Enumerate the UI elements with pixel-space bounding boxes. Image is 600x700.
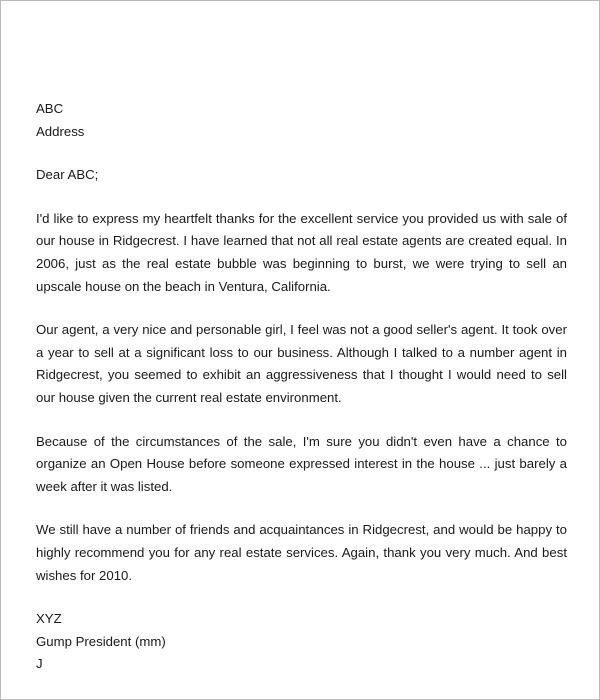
body-paragraph-2: Our agent, a very nice and personable girl, I feel was not a good seller's agent. It took over a year to sell at a significant loss to our business. Although I talked to a number agent in Ridgecrest, you seemed to exhibit an aggressiveness that I thought I would need to sell our house given the current real estate environment. — [36, 322, 567, 405]
body-paragraph-3: Because of the circumstances of the sale, I'm sure you didn't even have a chance to organize an Open House before someone expressed interest in the house ... just barely a week after it was listed. — [36, 433, 567, 494]
signature-clipped-line: J — [36, 656, 43, 672]
letter-content — [36, 98, 567, 672]
body-paragraph-4: We still have a number of friends and acquaintances in Ridgecrest, and would be happy to highly recommend you for any real estate services. Again, thank you very much. And best wishes for 2010. — [36, 522, 567, 583]
signature-name: XYZ — [36, 611, 62, 627]
addressee-line-name: ABC — [36, 101, 64, 116]
signature-block — [36, 608, 567, 672]
addressee-block — [36, 98, 567, 143]
salutation: Dear ABC; — [36, 167, 99, 183]
addressee-line-address: Address — [36, 123, 85, 139]
body-paragraph-1: I'd like to express my heartfelt thanks for the excellent service you provided us with sale of our house in Ridgecrest. I have learned that not all real estate agents are created equal. In 2006, just as the real estate bubble was beginning to burst, we were trying to sell an upscale house on the beach in Ventura, California. — [36, 210, 567, 294]
signature-title: Gump President (mm) — [36, 633, 166, 649]
